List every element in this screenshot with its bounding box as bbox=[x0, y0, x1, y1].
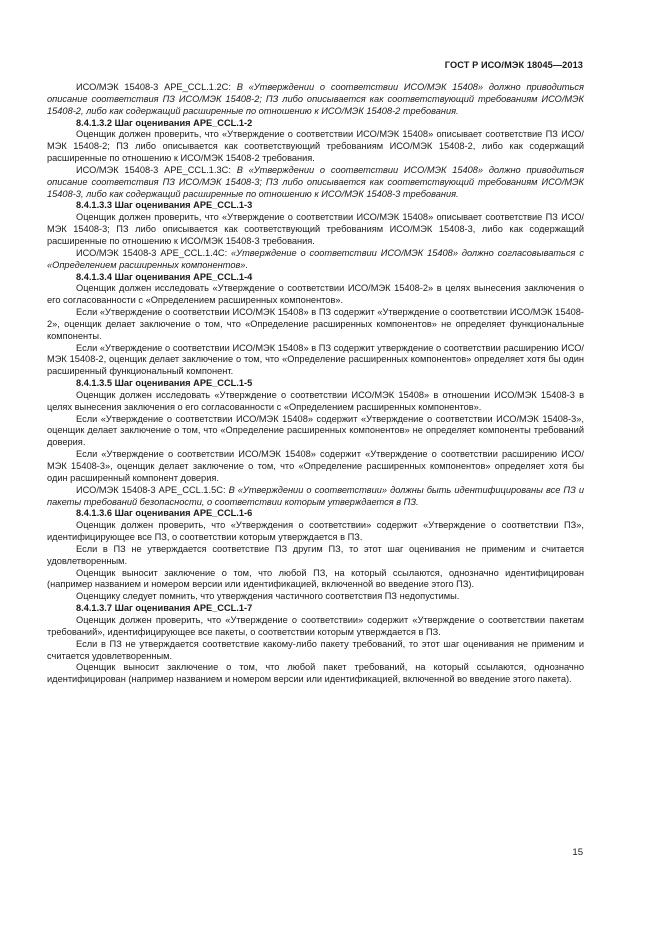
citation-reference: ИСО/МЭК 15408-3 APE_CCL.1.2С: bbox=[76, 82, 237, 92]
body-paragraph: Оценщику следует помнить, что утверждения частичного соответствия ПЗ недопустимы. bbox=[76, 591, 460, 602]
document-code-header: ГОСТ Р ИСО/МЭК 18045—2013 bbox=[444, 60, 583, 70]
body-paragraph: Оценщик должен проверить, что «Утверждение о соответствии ИСО/МЭК 15408» описывает соответствие ПЗ ИСО/МЭК 15408-2; ПЗ либо описывается как соответствующий требованиям ИСО/МЭК 15408-2, либо как содержащий расширенные по отношению к ИСО/МЭК 15408-2 требования. bbox=[47, 129, 584, 164]
body-paragraph: Если «Утверждение о соответствии ИСО/МЭК 15408» содержит «Утверждение о соответствии расширению ИСО/МЭК 15408-3», оценщик делает заключение о том, что «Определение расширенных компонентов» определяет хотя бы один расширенный компонент доверия. bbox=[47, 449, 584, 483]
body-paragraph: Оценщик должен проверить, что «Утверждения о соответствии» содержит «Утверждение о соответствии ПЗ», идентифицирующее все ПЗ, о соответствии которым утверждается в ПЗ. bbox=[47, 520, 584, 543]
body-paragraph: Оценщик должен исследовать «Утверждение о соответствии ИСО/МЭК 15408» в отношении ИСО/МЭК 15408-3 в целях вынесения заключения о его согласованности с «Определением расширенных компонентов». bbox=[47, 389, 584, 412]
citation-reference: ИСО/МЭК 15408-3 APE_CCL.1.5С: bbox=[76, 484, 229, 495]
body-paragraph: Оценщик должен проверить, что «Утверждение о соответствии ИСО/МЭК 15408» описывает соответствие ПЗ ИСО/МЭК 15408-3; ПЗ либо описывается как соответствующий требованиям ИСО/МЭК 15408-3, либо как содержащий расширенные по отношению к ИСО/МЭК 15408-3 требования. bbox=[47, 212, 584, 246]
citation-text: В «Утверждении о соответствии ИСО/МЭК 15408» должно приводиться описание соответствия ПЗ ИСО/МЭК 15408-2; ПЗ либо описывается как соответствующий требованиям ИСО/МЭК 15408-2, либо как содержащий расширенные по отношению к ИСО/МЭК 15408-2 требования. bbox=[47, 82, 584, 116]
requirement-citation bbox=[47, 165, 584, 201]
section-heading: 8.4.1.3.3 Шаг оценивания APE_CCL.1-3 bbox=[76, 200, 253, 211]
requirement-citation bbox=[47, 248, 584, 272]
requirement-citation bbox=[47, 82, 584, 118]
body-paragraph: Оценщик должен проверить, что «Утверждение о соответствии» содержит «Утверждение о соответствии пакетам требований», идентифицирующее все пакеты, о соответствии которым утверждается в ПЗ. bbox=[47, 614, 584, 637]
body-paragraph: Оценщик выносит заключение о том, что любой пакет требований, на который ссылаются, однозначно идентифицирован (например названием и номером версии или идентификацией, включенной во введение этого пакета). bbox=[47, 662, 584, 685]
section-heading: 8.4.1.3.2 Шаг оценивания APE_CCL.1-2 bbox=[76, 117, 253, 128]
section-heading: 8.4.1.3.6 Шаг оценивания APE_CCL.1-6 bbox=[76, 508, 253, 519]
body-paragraph: Если «Утверждение о соответствии ИСО/МЭК 15408» содержит «Утверждение о соответствии ИСО/МЭК 15408-3», оценщик делает заключение о том, что «Определение расширенных компонентов» не определяет компоненты требований доверия. bbox=[47, 413, 584, 448]
body-paragraph: Если в ПЗ не утверждается соответствие ПЗ другим ПЗ, то этот шаг оценивания не применим и считается удовлетворенным. bbox=[47, 543, 584, 566]
section-heading: 8.4.1.3.4 Шаг оценивания APE_CCL.1-4 bbox=[76, 271, 253, 282]
body-paragraph: Если «Утверждение о соответствии ИСО/МЭК 15408» в ПЗ содержит «Утверждение о соответствии ИСО/МЭК 15408-2», оценщик делает заключение о том, что «Определение расширенных компонентов» не определяет функциональные компоненты. bbox=[47, 307, 584, 341]
citation-reference: ИСО/МЭК 15408-3 APE_CCL.1.3С: bbox=[76, 164, 237, 175]
citation-text: «Утверждение о соответствии ИСО/МЭК 15408» должно согласовываться с «Определением расширенных компонентов». bbox=[47, 247, 584, 270]
body-paragraph: Если «Утверждение о соответствии ИСО/МЭК 15408» в ПЗ содержит утверждение о соответствии расширению ИСО/МЭК 15408-2, оценщик делает заключение о том, что «Определение расширенных компонентов» определяет хотя бы один расширенный функциональный компонент. bbox=[47, 342, 584, 377]
section-heading: 8.4.1.3.5 Шаг оценивания APE_CCL.1-5 bbox=[76, 378, 253, 389]
requirement-citation bbox=[47, 485, 584, 509]
citation-text: В «Утверждении о соответствии ИСО/МЭК 15408» должно приводиться описание соответствия ПЗ ИСО/МЭК 15408-3; ПЗ либо описывается как соответствующий требованиям ИСО/МЭК 15408-3, либо как содержащий расширенные по отношению к ИСО/МЭК 15408-3 требования. bbox=[47, 164, 584, 199]
citation-reference: ИСО/МЭК 15408-3 APE_CCL.1.4С: bbox=[76, 247, 232, 258]
body-paragraph: Оценщик выносит заключение о том, что любой ПЗ, на который ссылаются, однозначно идентифицирован (например названием и номером версии или идентификацией, включенной во введение этого ПЗ). bbox=[47, 567, 584, 590]
document-body bbox=[47, 82, 584, 686]
citation-text: В «Утверждении о соответствии» должны быть идентифицированы все ПЗ и пакеты требований безопасности, о соответствии которым утверждается в ПЗ. bbox=[47, 484, 584, 507]
body-paragraph: Если в ПЗ не утверждается соответствие какому-либо пакету требований, то этот шаг оценивания не применим и считается удовлетворенным. bbox=[47, 638, 584, 661]
section-heading: 8.4.1.3.7 Шаг оценивания APE_CCL.1-7 bbox=[76, 603, 253, 614]
body-paragraph: Оценщик должен исследовать «Утверждение о соответствии ИСО/МЭК 15408-2» в целях вынесения заключения о его согласованности с «Определением расширенных компонентов». bbox=[47, 283, 584, 306]
page-number: 15 bbox=[572, 847, 583, 858]
